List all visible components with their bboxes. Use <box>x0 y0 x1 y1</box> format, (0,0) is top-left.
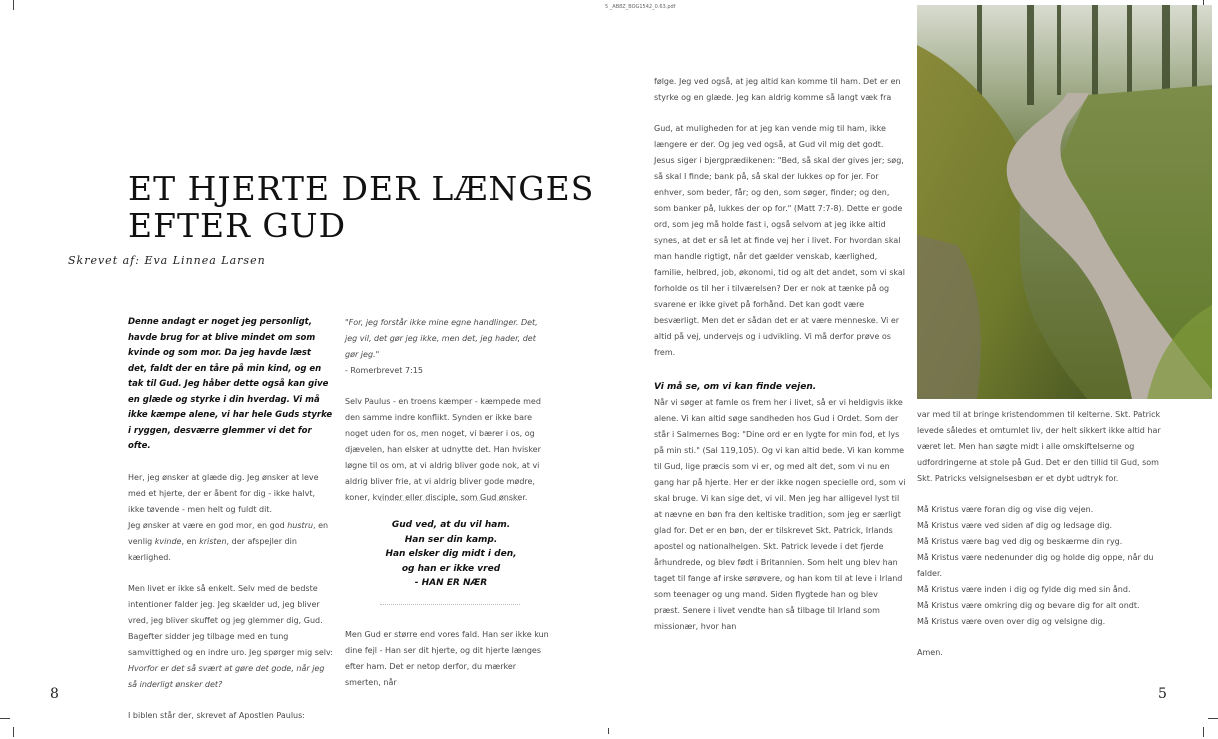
title-line-2: EFTER GUD <box>128 206 347 245</box>
crop-mark <box>1208 718 1218 719</box>
left-column-2 <box>345 315 550 521</box>
body-paragraph: Men Gud er større end vores fald. Han ser ikke kun dine fejl - Han ser dit hjerte, og dit hjerte længes efter ham. Det er netop derfor, du mærker smerten, når <box>345 630 549 687</box>
body-paragraph: Gud, at muligheden for at jeg kan vende mig til ham, ikke længere er der. Og jeg ved også, at Gud vil mig det godt. Jesus siger i bjergprædikenen: "Bed, så skal der gives jer; søg, så skal I finde; bank på, så skal der lukkes op for jer. For enhver, som beder, får; og den, som søger, finder; og den, som banker på, lukkes der op for." (Matt 7:7-8). Dette er gode ord, som jeg må holde fast i, også selvom at jeg ikke altid synes, at det er så let at finde vej her i livet. For hvordan skal man handle rigtigt, når det gælder venskab, kærlighed, familie, helbred, job, økonomi, tid og alt det andet, som vi skal forholde os til her i tilværelsen? Der er nok at tænke på og svarene er ikke givet på forhånd. Det kan godt være besværligt. Men det er sådan det er at være menneske. Vi er altid på vej, undervejs og i udvikling. Vi må derfor prøve os frem. <box>654 124 906 357</box>
right-column-2 <box>917 407 1167 676</box>
body-paragraph: var med til at bringe kristendommen til kelterne. Skt. Patrick levede således et omtumlet liv, der helt sikkert ikke altid har været let. Men han søgte midt i alle omskifteIserne og udfordringerne at stole på Gud. Det er den tillid til Gud, som Skt. Patricks velsignelsesbøn er et dybt udtryk for. <box>917 410 1161 483</box>
body-paragraph: følge. Jeg ved også, at jeg altid kan komme til ham. Det er en styrke og en glæde. Jeg kan aldrig komme så langt væk fra <box>654 77 901 102</box>
amen: Amen. <box>917 648 943 657</box>
divider <box>380 500 520 501</box>
left-column-2-bottom <box>345 627 550 706</box>
file-label: 5 _AB8Z_BOG1542_0.63.pdf <box>605 4 676 10</box>
body-paragraph: I biblen står der, skrevet af Apostlen Paulus: <box>128 710 305 720</box>
article-title <box>128 170 594 244</box>
intro-paragraph: Denne andagt er noget jeg personligt, havde brug for at blive mindet om som kvinde og som mor. Da jeg havde læst det, faldt der en tåre på min kind, og en tak til Gud. Jeg håber dette også kan give en glæde og styrke i din hverdag. Vi må ikke kæmpe alene, vi har hele Guds styrke i ryggen, desværre glemmer vi det for ofte. <box>128 317 333 451</box>
divider <box>380 604 520 605</box>
section-heading: Vi må se, om vi kan finde vejen. <box>654 382 817 392</box>
page-number-left: 8 <box>50 686 59 702</box>
body-paragraph: Her, jeg ønsker at glæde dig. Jeg ønsker at leve med et hjerte, der er åbent for dig - ikke halvt, ikke tøvende - men helt og fuldt dit. Jeg ønsker at være en god mor, en god hustru, en venlig kvinde, en kristen, der afspejler din kærlighed. <box>128 472 329 562</box>
crop-mark <box>13 727 14 737</box>
section-block: Vi må se, om vi kan finde vejen. Når vi søger at famle os frem her i livet, så er vi heldigvis ikke alene. Vi kan altid søge sandheden hos Gud i Ordet. Som der står i Salmernes Bog: "Dine ord er en lygte for min fod, et lys på min sti." (Sal 119,105). Og vi kan altid bede. Vi kan komme til Gud, lige præcis som vi er, og med alt det, som vi nu en gang har på hjerte. Her er der ikke nogen specielle ord, som vi skal bruge. Vi kan sige det, vi vil. Men jeg har alligevel lyst til at nævne en bøn fra den keltiske tradition, som jeg er særligt glad for. Det er en bøn, der er tilskrevet Skt. Patrick, Irlands apostel og nationalhelgen. Skt. Patrick levede i det fjerde århundrede, og blev født i Britannien. Som helt ung blev han taget til fange af irske sørøvere, og han kom til at leve i Irland som teenager og ung mand. Siden flygtede han og blev præst. Senere i livet vendte han så tilbage til Irland som missionær, hvor han <box>654 382 906 631</box>
crop-mark <box>1203 727 1204 737</box>
byline: Skrevet af: Eva Linnea Larsen <box>68 254 266 267</box>
title-line-1: ET HJERTE DER LÆNGES <box>128 169 595 208</box>
bible-quote: "For, jeg forstår ikke mine egne handlinger. Det, jeg vil, det gør jeg ikke, men det, jeg hader, det gør jeg." - Romerbrevet 7:15 <box>345 318 538 375</box>
page-number-right: 5 <box>1158 686 1167 702</box>
crop-mark <box>608 728 609 734</box>
crop-mark <box>0 718 10 719</box>
crop-mark <box>13 0 14 10</box>
blessing: Må Kristus være foran dig og vise dig vejen. Må Kristus være ved siden af dig og ledsage dig. Må Kristus være bag ved dig og beskærme din ryg. Må Kristus være nedenunder dig og holde dig oppe, når du falder. Må Kristus være inden i dig og fylde dig med sin ånd. Må Kristus være omkring dig og bevare dig for alt ondt. Må Kristus være oven over dig og velsigne dig. <box>917 505 1154 626</box>
forest-path-photo-icon <box>917 5 1212 399</box>
right-column-1 <box>654 74 906 650</box>
pull-quote: Gud ved, at du vil ham. Han ser din kamp. Han elsker dig midt i den, og han er ikke vred - HAN ER NÆR <box>385 520 517 588</box>
forest-path-photo <box>917 5 1212 399</box>
left-column-1 <box>128 315 333 739</box>
body-paragraph: Men livet er ikke så enkelt. Selv med de bedste intentioner falder jeg. Jeg skælder ud, jeg bliver vred, jeg bliver skuffet og jeg glemmer dig, Gud. Bagefter sidder jeg tilbage med en tung samvittighed og en indre uro. Jeg spørger mig selv: Hvorfor er det så svært at gøre det gode, når jeg så inderligt ønsker det? <box>128 583 333 689</box>
body-paragraph: Selv Paulus - en troens kæmper - kæmpede med den samme indre konflikt. Synden er ikke bare noget uden for os, men noget, vi bærer i os, og djævelen, han elsker at udnytte det. Han hvisker løgne til os om, at vi aldrig bliver gode nok, at vi aldrig bliver frie, at vi aldrig bliver gode mødre, koner, kvinder eller disciple, som Gud ønsker. <box>345 397 541 502</box>
